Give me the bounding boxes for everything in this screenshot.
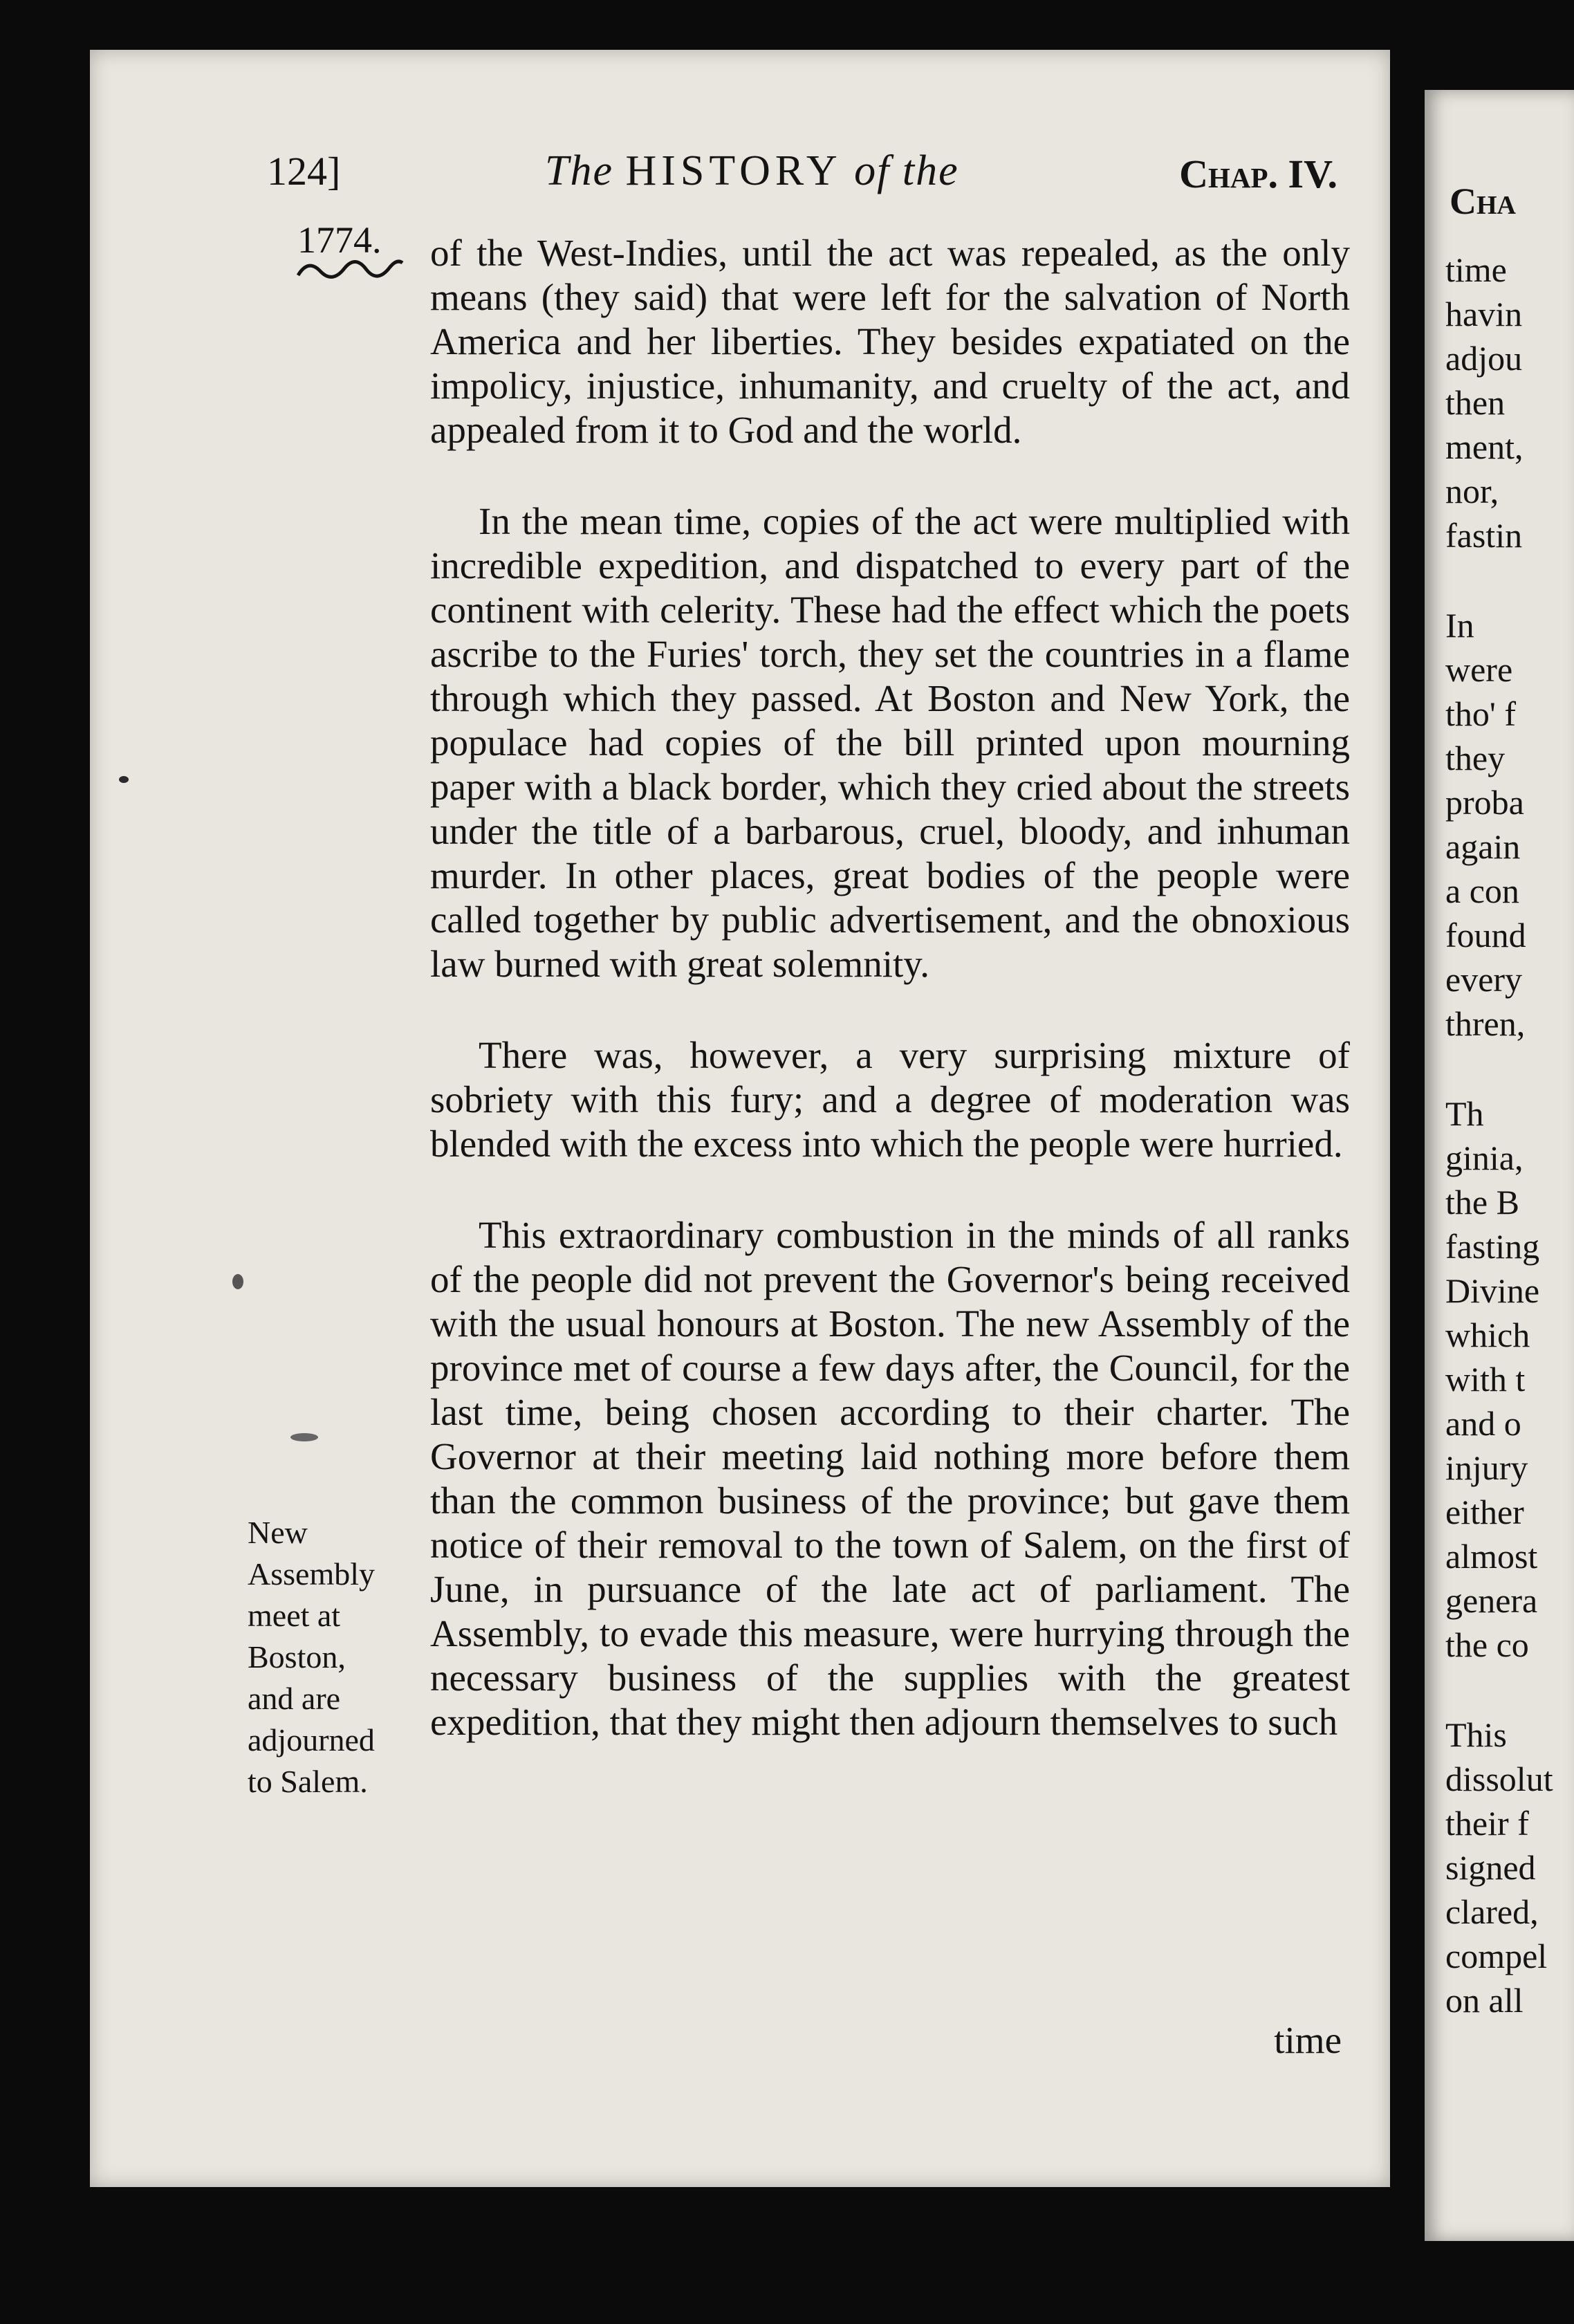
main-text — [430, 231, 1350, 1744]
right-page-line: signed — [1445, 1848, 1536, 1887]
paragraph-2: In the mean time, copies of the act were multiplied with incredible expedition, and dispatched to every part of the continent with celerity. These had the effect which the poets ascribe to the Furies' torch, they set the countries in a flame through which they passed. At Boston and New York, the populace had copies of the bill printed upon mourning paper with a black border, which they cried about the streets under the title of a barbarous, cruel, bloody, and inhuman murder. In other places, great bodies of the people were called together by public advertisement, and the obnoxious law burned with great solemnity. — [430, 500, 1350, 985]
chapter-label: Chap. IV. — [1179, 151, 1337, 196]
right-page-line: thren, — [1445, 1004, 1526, 1043]
print-speck — [119, 776, 129, 783]
right-page-line: their f — [1445, 1804, 1529, 1843]
right-page-line: ginia, — [1445, 1138, 1524, 1177]
paragraph-3: There was, however, a very surprising mixture of sobriety with this fury; and a degree of moderation was blended with the excess into which the people were hurried. — [430, 1034, 1350, 1165]
right-page-line: fastin — [1445, 516, 1523, 555]
right-page-line: found — [1445, 916, 1526, 954]
paragraph-1: of the West-Indies, until the act was repealed, as the only means (they said) that were left for the salvation of North America and her liberties. They besides expatiated on the impolicy, injustice, inhumanity, and cruelty of the act, and appealed from it to God and the world. — [430, 232, 1350, 451]
right-page-line: again — [1445, 827, 1521, 866]
right-page-line: injury — [1445, 1448, 1528, 1487]
right-page-line: then — [1445, 383, 1506, 422]
paragraph-4: This extraordinary combustion in the minds of all ranks of the people did not prevent the Governor's being received with the usual honours at Boston. The new Assembly of the province met of course a few days after, the Council, for the last time, being chosen according to their charter. The Governor at their meeting laid nothing more before them than the common business of the province; but gave them notice of their removal to the town of Salem, on the first of June, in pursuance of the late act of parliament. The Assembly, to evade this measure, were hurrying through the necessary business of the supplies with the greatest expedition, that they might then adjourn themselves to such — [430, 1214, 1350, 1743]
right-page-line: nor, — [1445, 472, 1499, 510]
right-page-line: every — [1445, 960, 1523, 999]
right-page-line: compel — [1445, 1937, 1548, 1975]
right-page-line: with t — [1445, 1360, 1526, 1399]
running-title-of-the: of the — [854, 147, 959, 194]
running-title — [545, 147, 959, 196]
year-marginal: 1774. — [297, 219, 382, 261]
right-page-line: time — [1445, 250, 1507, 289]
right-page-text — [1445, 248, 1553, 2022]
right-page-line: Divine — [1445, 1271, 1540, 1310]
paragraph-gap — [1445, 1667, 1553, 1713]
right-page-line: havin — [1445, 295, 1523, 333]
right-page-line: the co — [1445, 1625, 1529, 1664]
paragraph-gap — [1445, 1046, 1553, 1091]
right-page-line: In — [1445, 606, 1474, 645]
right-page-header: Cha — [1450, 181, 1516, 222]
right-page-line: almost — [1445, 1537, 1538, 1576]
right-page-line: proba — [1445, 783, 1524, 822]
running-title-the: The — [545, 147, 613, 194]
right-page-line: dissolut — [1445, 1760, 1553, 1798]
right-page-line: fasting — [1445, 1227, 1540, 1266]
right-page-line: ment, — [1445, 427, 1524, 466]
right-page-line: and o — [1445, 1404, 1521, 1443]
right-page-line: they — [1445, 739, 1506, 777]
right-page — [1425, 90, 1574, 2241]
print-speck — [232, 1274, 243, 1289]
right-page-line: on all — [1445, 1981, 1524, 2020]
print-speck — [290, 1433, 318, 1441]
right-page-line: clared, — [1445, 1892, 1539, 1931]
running-title-history: HISTORY — [625, 147, 842, 194]
flourish-ornament — [295, 255, 405, 282]
right-page-line: tho' f — [1445, 694, 1517, 733]
right-page-line: the B — [1445, 1183, 1519, 1221]
catchword: time — [1274, 2019, 1342, 2061]
margin-note: New Assembly meet at Boston, and are adjourned to Salem. — [248, 1515, 375, 1799]
page-header — [267, 91, 1383, 196]
right-page-line: Th — [1445, 1094, 1484, 1133]
right-page-line: genera — [1445, 1581, 1538, 1620]
right-page-line: adjou — [1445, 339, 1523, 378]
page-number: 124] — [267, 149, 341, 194]
right-page-line: This — [1445, 1715, 1507, 1754]
left-page — [90, 50, 1390, 2187]
paragraph-gap — [1445, 557, 1553, 603]
right-page-line: were — [1445, 650, 1513, 689]
right-page-line: which — [1445, 1316, 1530, 1354]
right-page-line: either — [1445, 1493, 1524, 1531]
right-page-line: a con — [1445, 872, 1519, 910]
